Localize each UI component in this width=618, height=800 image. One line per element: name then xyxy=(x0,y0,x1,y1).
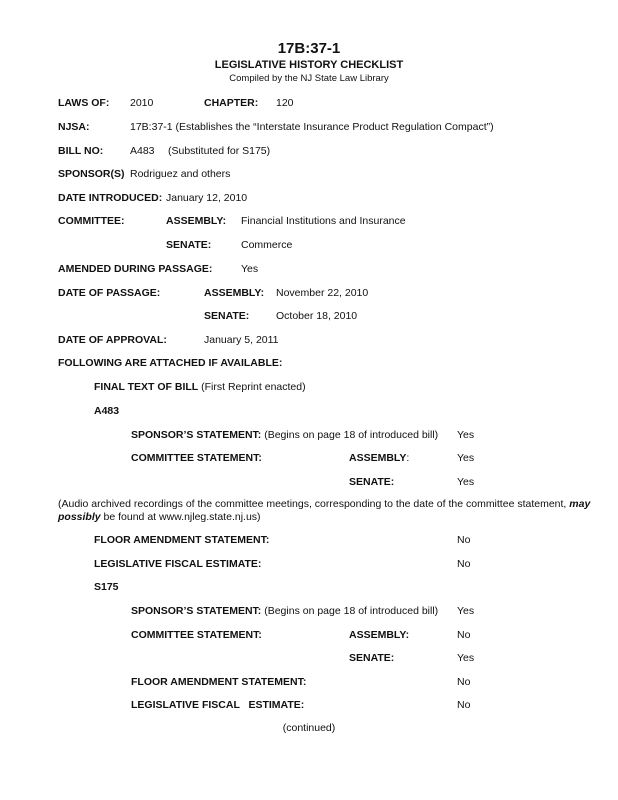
s175-fiscal-estimate-label: LEGISLATIVE FISCAL ESTIMATE: xyxy=(131,699,305,711)
njsa-label: NJSA: xyxy=(58,121,90,133)
s175-heading: S175 xyxy=(94,581,119,593)
audio-note-emphasis: may possibly xyxy=(58,498,591,523)
bill-no-value: A483 xyxy=(130,145,155,157)
a483-senate-label: SENATE: xyxy=(349,476,395,488)
continued-note: (continued) xyxy=(282,722,336,734)
s175-assembly-label: ASSEMBLY: xyxy=(349,629,410,641)
amended-value: Yes xyxy=(241,263,259,275)
passage-assembly-label: ASSEMBLY: xyxy=(204,287,265,299)
s175-senate-label: SENATE: xyxy=(349,652,395,664)
date-introduced-value: January 12, 2010 xyxy=(166,192,248,204)
laws-of-value: 2010 xyxy=(130,97,154,109)
a483-floor-amendment-label: FLOOR AMENDMENT STATEMENT: xyxy=(94,534,270,546)
a483-senate-value: Yes xyxy=(457,476,475,488)
committee-senate-label: SENATE: xyxy=(166,239,212,251)
sponsors-value: Rodriguez and others xyxy=(130,168,231,180)
a483-heading: A483 xyxy=(94,405,120,417)
a483-sponsor-note: (Begins on page 18 of introduced bill) xyxy=(264,429,439,441)
passage-senate-label: SENATE: xyxy=(204,310,250,322)
a483-floor-amendment-value: No xyxy=(457,534,471,546)
following-attached-label: FOLLOWING ARE ATTACHED IF AVAILABLE: xyxy=(58,357,283,369)
a483-assembly-label: ASSEMBLY xyxy=(349,452,407,464)
committee-assembly-label: ASSEMBLY: xyxy=(166,215,227,227)
date-introduced-label: DATE INTRODUCED: xyxy=(58,192,163,204)
page-title: 17B:37-1 xyxy=(277,40,341,57)
s175-sponsor-note: (Begins on page 18 of introduced bill) xyxy=(264,605,439,617)
s175-committee-label: COMMITTEE STATEMENT: xyxy=(131,629,262,641)
chapter-label: CHAPTER: xyxy=(204,97,259,109)
passage-senate-value: October 18, 2010 xyxy=(276,310,358,322)
a483-fiscal-estimate-label: LEGISLATIVE FISCAL ESTIMATE: xyxy=(94,558,262,570)
njsa-value: 17B:37-1 (Establishes the “Interstate Insurance Product Regulation Compact”) xyxy=(130,121,494,133)
s175-floor-amendment-value: No xyxy=(457,676,471,688)
s175-sponsor-statement xyxy=(131,605,438,617)
a483-assembly-line xyxy=(349,452,409,464)
final-text-line xyxy=(94,381,306,393)
committee-label: COMMITTEE: xyxy=(58,215,125,227)
committee-senate-value: Commerce xyxy=(241,239,293,251)
laws-of-label: LAWS OF: xyxy=(58,97,110,109)
sponsors-label: SPONSOR(S) xyxy=(58,168,125,180)
bill-no-substituted: (Substituted for S175) xyxy=(168,145,271,157)
a483-sponsor-label: SPONSOR’S STATEMENT: xyxy=(131,429,262,441)
a483-committee-label: COMMITTEE STATEMENT: xyxy=(131,452,262,464)
final-text-label: FINAL TEXT OF BILL xyxy=(94,381,199,393)
compiled-by-line: Compiled by the NJ State Law Library xyxy=(229,73,389,84)
s175-floor-amendment-label: FLOOR AMENDMENT STATEMENT: xyxy=(131,676,307,688)
bill-no-label: BILL NO: xyxy=(58,145,104,157)
passage-assembly-value: November 22, 2010 xyxy=(276,287,369,299)
audio-note-text-after: be found at www.njleg.state.nj.us) xyxy=(100,511,261,523)
s175-fiscal-estimate-value: No xyxy=(457,699,471,711)
date-approval-value: January 5, 2011 xyxy=(204,334,279,346)
amended-label: AMENDED DURING PASSAGE: xyxy=(58,263,213,275)
date-passage-label: DATE OF PASSAGE: xyxy=(58,287,161,299)
page-subtitle: LEGISLATIVE HISTORY CHECKLIST xyxy=(214,59,404,71)
s175-sponsor-value: Yes xyxy=(457,605,475,617)
a483-sponsor-statement xyxy=(131,429,438,441)
final-text-note: (First Reprint enacted) xyxy=(201,381,306,393)
audio-archive-note xyxy=(58,498,603,524)
committee-assembly-value: Financial Institutions and Insurance xyxy=(241,215,406,227)
s175-assembly-value: No xyxy=(457,629,471,641)
date-approval-label: DATE OF APPROVAL: xyxy=(58,334,167,346)
s175-sponsor-label: SPONSOR’S STATEMENT: xyxy=(131,605,262,617)
audio-note-text-before: (Audio archived recordings of the committee meetings, corresponding to the date of the committee statement, xyxy=(58,498,570,510)
a483-assembly-colon: : xyxy=(406,452,410,464)
a483-fiscal-estimate-value: No xyxy=(457,558,471,570)
a483-sponsor-value: Yes xyxy=(457,429,475,441)
chapter-value: 120 xyxy=(276,97,294,109)
a483-assembly-value: Yes xyxy=(457,452,475,464)
s175-senate-value: Yes xyxy=(457,652,475,664)
